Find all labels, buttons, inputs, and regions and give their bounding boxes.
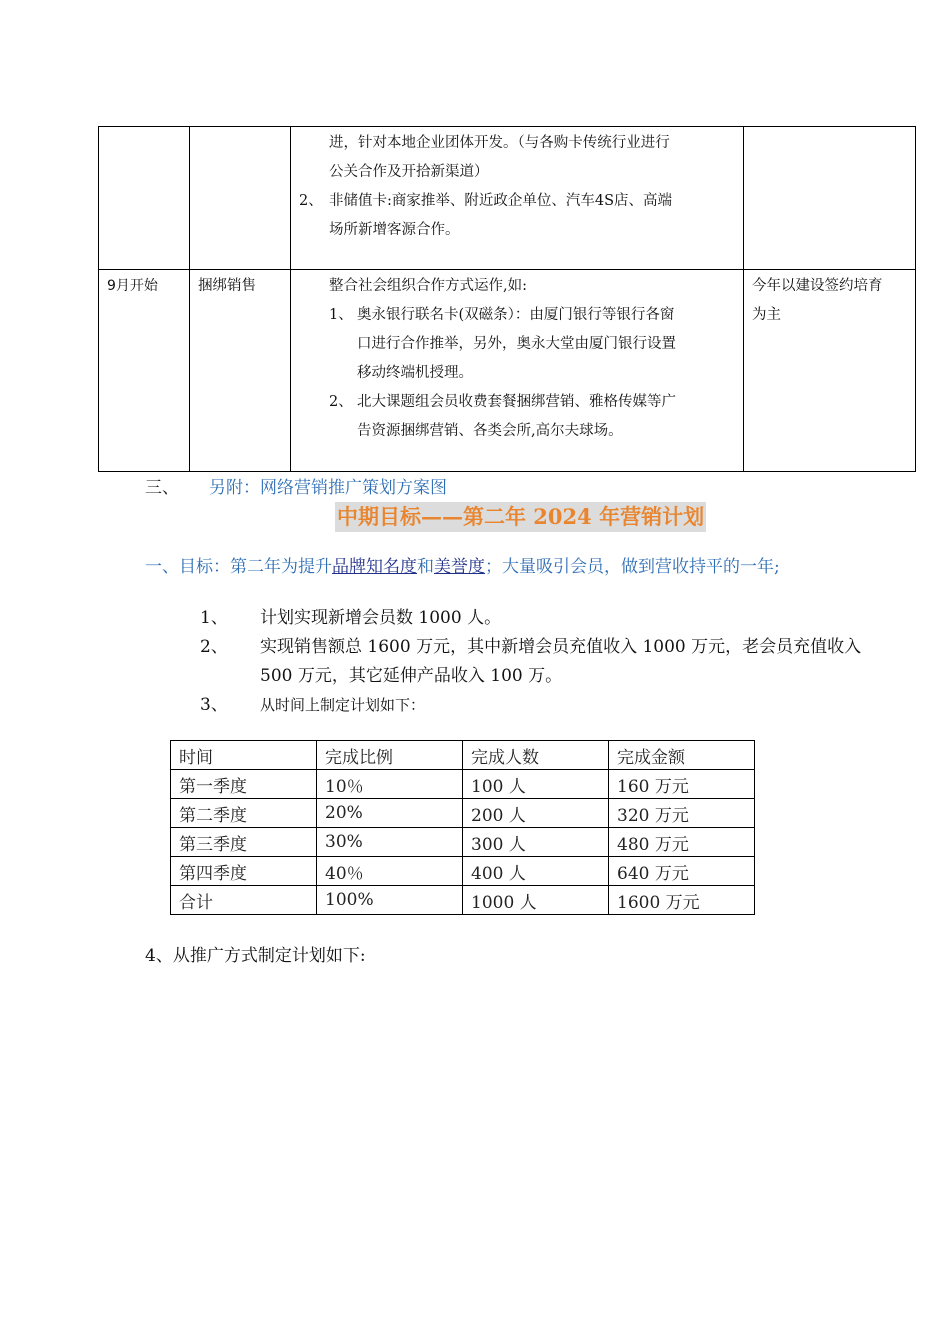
- note-cell: [744, 270, 916, 472]
- table-cell: 640 万元: [609, 857, 755, 886]
- table-cell: 30%: [317, 828, 463, 857]
- table-cell: 100 人: [463, 770, 609, 799]
- table-row: [99, 270, 916, 472]
- goal-paragraph: [145, 553, 780, 581]
- table-row: [171, 886, 755, 915]
- list-item: [200, 604, 890, 633]
- table-cell: 160 万元: [609, 770, 755, 799]
- page-title: 中期目标——第二年 2024 年营销计划: [335, 502, 706, 532]
- list-item: [200, 691, 890, 720]
- table-cell: 400 人: [463, 857, 609, 886]
- list-text: 从时间上制定计划如下：: [260, 696, 426, 714]
- content-line: 场所新增客源合作。: [329, 222, 460, 238]
- list-number: 1、: [329, 307, 353, 324]
- method-text: 捆绑销售: [198, 278, 256, 295]
- list-text: 口进行合作推举，另外，奥永大堂由厦门银行设置: [357, 336, 676, 353]
- table-cell: 200 人: [463, 799, 609, 828]
- goal-prefix: 一、目标：第二年为提升: [145, 557, 332, 577]
- table-header: 完成比例: [317, 741, 463, 770]
- time-text: 9月开始: [107, 278, 158, 295]
- step4-text: 4、从推广方式制定计划如下:: [145, 946, 366, 966]
- section-number: 三、: [145, 478, 179, 498]
- list-item: [291, 187, 735, 216]
- list-number: 1、: [200, 608, 228, 628]
- note-cell: [744, 127, 916, 270]
- method-cell: [190, 270, 291, 472]
- section-heading: [145, 475, 447, 501]
- table-header: 完成金额: [609, 741, 755, 770]
- table-cell: 20%: [317, 799, 463, 828]
- table-cell: 300 人: [463, 828, 609, 857]
- quarter-table: [170, 740, 755, 915]
- list-number: 2、: [200, 637, 228, 657]
- table-row: [171, 857, 755, 886]
- table-row: [171, 799, 755, 828]
- brand-awareness-link[interactable]: 品牌知名度: [332, 557, 417, 577]
- time-cell: [99, 270, 190, 472]
- table-row: [99, 127, 916, 270]
- list-item: [200, 633, 890, 691]
- reputation-link[interactable]: 美誉度: [434, 557, 485, 577]
- table-cell: 40％: [317, 857, 463, 886]
- list-text: 北大课题组会员收费套餐捆绑营销、雅格传媒等广: [357, 394, 676, 411]
- table-header: 时间: [171, 741, 317, 770]
- list-number: 2、: [329, 394, 353, 411]
- list-text: 移动终端机授理。: [357, 365, 473, 382]
- note-text: 为主: [752, 307, 781, 324]
- table-cell: 10％: [317, 770, 463, 799]
- note-text: 今年以建设签约培育: [752, 278, 883, 295]
- table-cell: 480 万元: [609, 828, 755, 857]
- table-cell: 第二季度: [171, 799, 317, 828]
- table-header: 完成人数: [463, 741, 609, 770]
- plan-list: [200, 604, 890, 720]
- table-header-row: [171, 741, 755, 770]
- goal-and: 和: [417, 557, 434, 577]
- list-number: 2、: [299, 193, 323, 209]
- time-cell: [99, 127, 190, 270]
- table-cell: 第四季度: [171, 857, 317, 886]
- table-cell: 100%: [317, 886, 463, 915]
- content-cell: [291, 270, 744, 472]
- section-link-text: 另附：网络营销推广策划方案图: [209, 478, 447, 498]
- table-cell: 320 万元: [609, 799, 755, 828]
- table-cell: 1000 人: [463, 886, 609, 915]
- table-cell: 第一季度: [171, 770, 317, 799]
- content-cell: [291, 127, 744, 270]
- goal-suffix: ；大量吸引会员，做到营收持平的一年;: [485, 557, 780, 577]
- list-item: [291, 301, 735, 330]
- content-line: 进，针对本地企业团体开发。（与各购卡传统行业进行: [329, 135, 670, 151]
- list-text: 计划实现新增会员数 1000 人。: [260, 608, 502, 628]
- list-number: 3、: [200, 695, 228, 715]
- list-text: 奥永银行联名卡(双磁条）：由厦门银行等银行各窗: [357, 307, 675, 324]
- content-intro: 整合社会组织合作方式运作,如:: [329, 278, 527, 295]
- list-text: 告资源捆绑营销、各类会所,高尔夫球场。: [357, 423, 623, 440]
- plan-table-continued: [98, 126, 916, 472]
- table-row: [171, 828, 755, 857]
- list-text: 非储值卡:商家推举、附近政企单位、汽车4S店、高端: [329, 193, 673, 209]
- list-item: [291, 388, 735, 417]
- table-row: [171, 770, 755, 799]
- list-text: 实现销售额总 1600 万元，其中新增会员充值收入 1000 万元，老会员充值收入 500 万元，其它延伸产品收入 100 万。: [260, 637, 862, 686]
- table-cell: 1600 万元: [609, 886, 755, 915]
- table-cell: 第三季度: [171, 828, 317, 857]
- method-cell: [190, 127, 291, 270]
- table-cell: 合计: [171, 886, 317, 915]
- content-line: 公关合作及开拾新渠道）: [329, 164, 489, 180]
